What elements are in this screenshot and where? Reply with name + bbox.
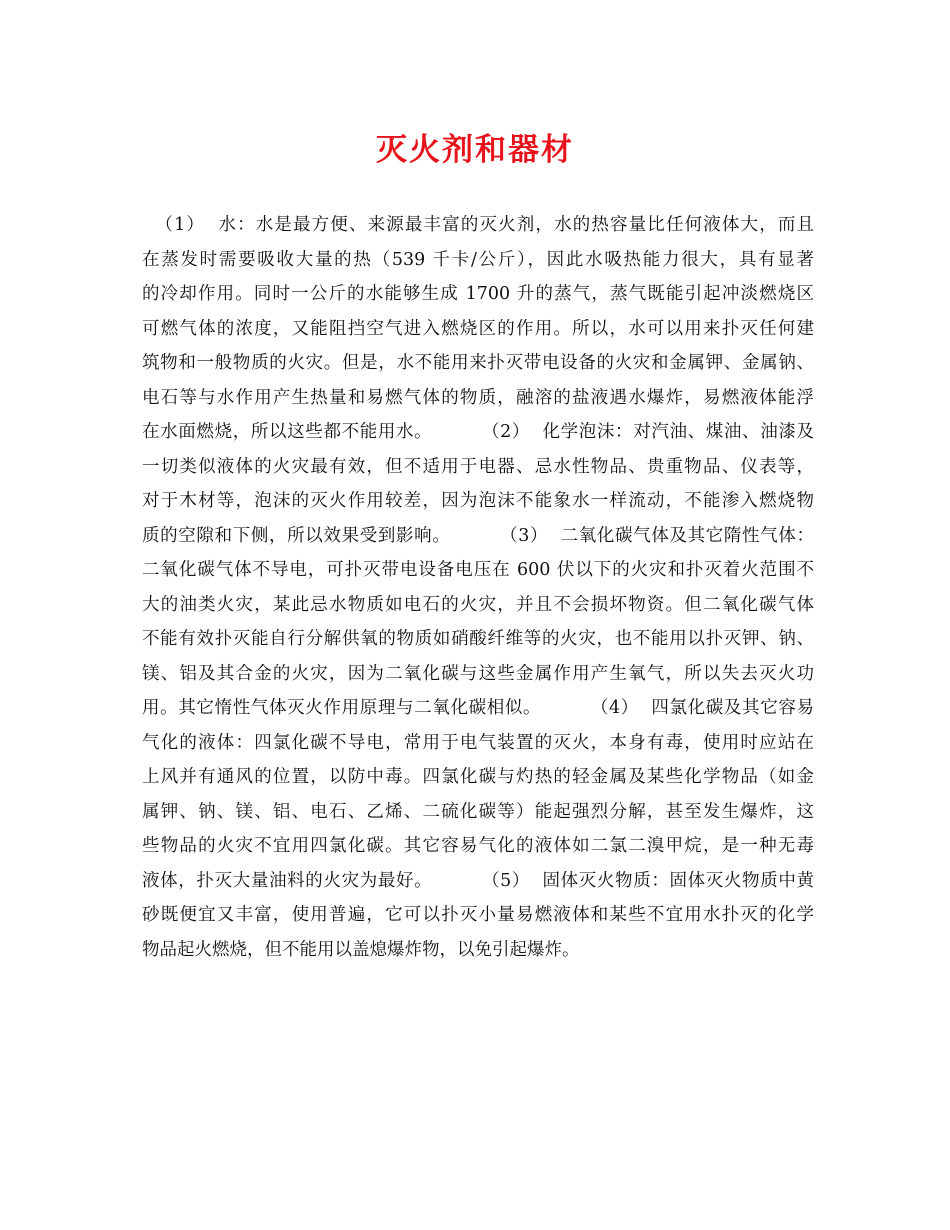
text-line: 属钾、钠、镁、铝、电石、乙烯、二硫化碳等）能起强烈分解，甚至发生爆炸，这 <box>142 801 814 822</box>
document-body <box>142 208 814 967</box>
text-line: 上风并有通风的位置，以防中毒。四氯化碳与灼热的轻金属及某些化学物品（如金 <box>142 767 814 787</box>
text-line: 不能有效扑灭能自行分解供氧的物质如硝酸纤维等的火灾，也不能用以扑灭钾、钠、 <box>142 629 814 649</box>
text-line: 电石等与水作用产生热量和易燃气体的物质，融溶的盐液遇水爆炸，易燃液体能浮 <box>142 387 814 408</box>
text-line: 砂既便宜又丰富，使用普遍，它可以扑灭小量易燃液体和某些不宜用水扑灭的化学 <box>142 905 814 925</box>
text-line: 的冷却作用。同时一公斤的水能够生成 1700 升的蒸气，蒸气既能引起冲淡燃烧区 <box>142 284 814 304</box>
text-line: 液体，扑灭大量油料的火灾为最好。 （5） 固体灭火物质：固体灭火物质中黄 <box>142 870 814 891</box>
text-line: 二氧化碳气体不导电，可扑灭带电设备电压在 600 伏以下的火灾和扑灭着火范围不 <box>142 560 814 580</box>
text-line: 对于木材等，泡沫的灭火作用较差，因为泡沫不能象水一样流动，不能渗入燃烧物 <box>142 491 814 511</box>
text-line: 可燃气体的浓度，又能阻挡空气进入燃烧区的作用。所以，水可以用来扑灭任何建 <box>142 318 814 339</box>
text-line: 质的空隙和下侧，所以效果受到影响。 （3） 二氧化碳气体及其它隋性气体： <box>142 525 814 546</box>
text-line: 物品起火燃烧，但不能用以盖熄爆炸物，以免引起爆炸。 <box>142 939 580 960</box>
text-line: 在水面燃烧，所以这些都不能用水。 （2） 化学泡沫：对汽油、煤油、油漆及 <box>142 422 814 442</box>
text-line: 用。其它惰性气体灭火作用原理与二氧化碳相似。 （4） 四氯化碳及其它容易 <box>142 698 814 718</box>
document-title: 灭火剂和器材 <box>376 132 574 168</box>
text-line: （1） 水：水是最方便、来源最丰富的灭火剂，水的热容量比任何液体大，而且 <box>142 215 814 235</box>
text-line: 在蒸发时需要吸收大量的热（539 千卡/公斤），因此水吸热能力很大，具有显著 <box>142 249 814 270</box>
text-line: 大的油类火灾，某此忌水物质如电石的火灾，并且不会损坏物资。但二氧化碳气体 <box>142 594 814 615</box>
text-line: 镁、铝及其合金的火灾，因为二氧化碳与这些金属作用产生氧气，所以失去灭火功 <box>142 663 814 684</box>
text-line: 气化的液体：四氯化碳不导电，常用于电气装置的灭火，本身有毒，使用时应站在 <box>142 732 814 753</box>
text-line: 些物品的火灾不宜用四氯化碳。其它容易气化的液体如二氯二溴甲烷，是一种无毒 <box>142 836 814 856</box>
text-line: 一切类似液体的火灾最有效，但不适用于电器、忌水性物品、贵重物品、仪表等， <box>142 456 814 477</box>
text-line: 筑物和一般物质的火灾。但是，水不能用来扑灭带电设备的火灾和金属钾、金属钠、 <box>142 353 814 373</box>
